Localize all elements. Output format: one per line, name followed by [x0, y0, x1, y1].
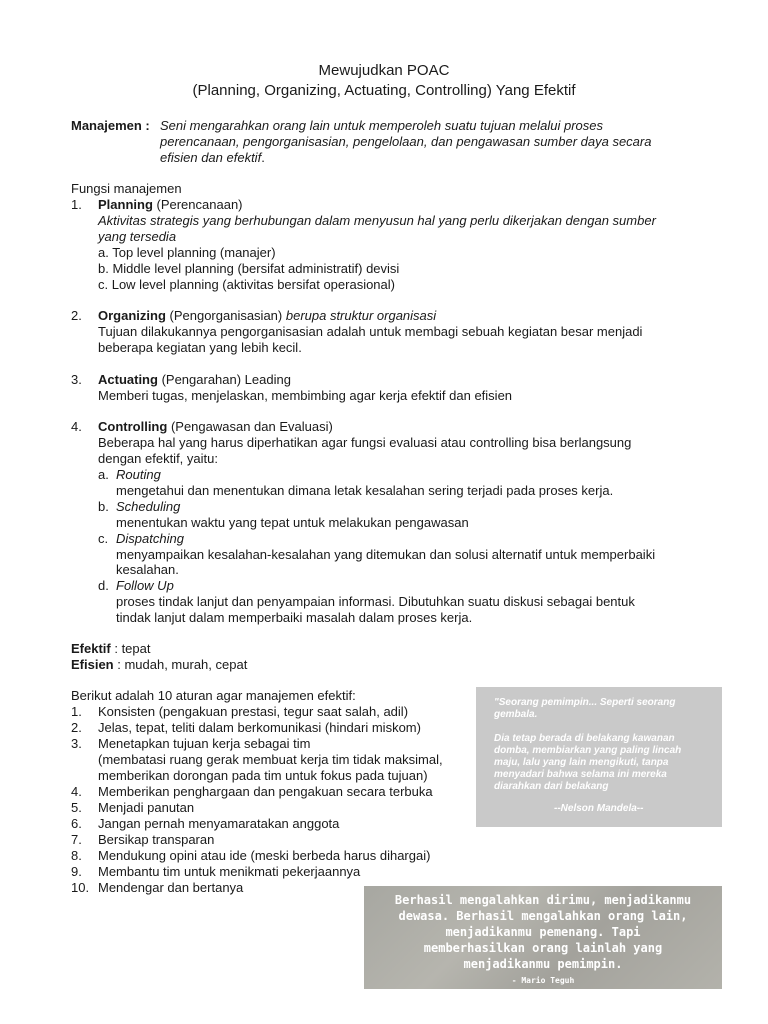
rule-text: memberikan dorongan pada tim untuk fokus pada tujuan)	[98, 768, 428, 783]
quote-line: maju, lalu yang lain mengikuti, tanpa	[494, 757, 669, 768]
controlling-item-name: Routing	[116, 467, 161, 482]
rule-number: 8.	[71, 848, 82, 863]
planning-level: b. Middle level planning (bersifat administratif) devisi	[98, 261, 400, 276]
organizing-desc: Tujuan dilakukannya pengorganisasian adalah untuk membagi sebuah kegiatan besar menjadi	[98, 324, 643, 339]
controlling-item-text: mengetahui dan menentukan dimana letak kesalahan sering terjadi pada proses kerja.	[116, 483, 614, 498]
quote-line: Dia tetap berada di belakang kawanan	[494, 733, 675, 744]
rule-text: Mendukung opini atau ide (meski berbeda harus dihargai)	[98, 848, 431, 863]
quote-line: Berhasil mengalahkan dirimu, menjadikanmu	[394, 893, 692, 907]
controlling-item-name: Scheduling	[116, 499, 181, 514]
rule-number: 7.	[71, 832, 82, 847]
functions-heading: Fungsi manajemen	[71, 181, 182, 196]
mandela-quote-box	[476, 687, 722, 827]
rule-text: Jelas, tepat, teliti dalam berkomunikasi (hindari miskom)	[98, 720, 421, 735]
rule-text: Konsisten (pengakuan prestasi, tegur saat salah, adil)	[98, 704, 409, 719]
planning-level: a. Top level planning (manajer)	[98, 245, 276, 260]
quote-line: memberhasilkan orang lainlah yang	[423, 941, 663, 955]
efisien-definition: Efisien : mudah, murah, cepat	[71, 657, 248, 672]
item-number: 3.	[71, 372, 82, 387]
item-number: 2.	[71, 308, 82, 323]
controlling-item-letter: a.	[98, 467, 109, 482]
rule-text: (membatasi ruang gerak membuat kerja tim tidak maksimal,	[98, 752, 443, 767]
planning-level: c. Low level planning (aktivitas bersifat operasional)	[98, 277, 395, 292]
organizing-heading: Organizing (Pengorganisasian) berupa struktur organisasi	[98, 308, 437, 323]
item-number: 4.	[71, 419, 82, 434]
planning-desc: yang tersedia	[98, 229, 177, 244]
controlling-item-text: tindak lanjut dalam memperbaiki masalah dalam proses kerja.	[116, 610, 473, 625]
quote-line: menyadari bahwa selama ini mereka	[494, 769, 667, 780]
actuating-heading: Actuating (Pengarahan) Leading	[98, 372, 291, 387]
controlling-desc: Beberapa hal yang harus diperhatikan agar fungsi evaluasi atau controlling bisa berlangsung	[98, 435, 632, 450]
rule-number: 10.	[71, 880, 90, 895]
planning-heading: Planning (Perencanaan)	[98, 197, 243, 212]
rule-number: 9.	[71, 864, 82, 879]
controlling-heading: Controlling (Pengawasan dan Evaluasi)	[98, 419, 333, 434]
rule-text: Memberikan penghargaan dan pengakuan secara terbuka	[98, 784, 433, 799]
rule-text: Menjadi panutan	[98, 800, 195, 815]
organizing-desc: beberapa kegiatan yang lebih kecil.	[98, 340, 302, 355]
mario-teguh-quote-image	[364, 886, 722, 989]
rule-text: Bersikap transparan	[98, 832, 215, 847]
actuating-desc: Memberi tugas, menjelaskan, membimbing agar kerja efektif dan efisien	[98, 388, 513, 403]
definition-line: Seni mengarahkan orang lain untuk memperoleh suatu tujuan melalui proses	[160, 118, 603, 133]
rule-number: 1.	[71, 704, 82, 719]
quote-line: domba, membiarkan yang paling lincah	[494, 745, 682, 756]
controlling-item-text: proses tindak lanjut dan penyampaian informasi. Dibutuhkan suatu diskusi sebagai bentuk	[116, 594, 635, 609]
quote-author: --Nelson Mandela--	[554, 803, 644, 814]
quote-line: menjadikanmu pemimpin.	[463, 957, 623, 971]
rule-text: Membantu tim untuk menikmati pekerjaannya	[98, 864, 361, 879]
quote-line: dewasa. Berhasil mengalahkan orang lain,	[398, 909, 688, 923]
planning-desc: Aktivitas strategis yang berhubungan dalam menyusun hal yang perlu dikerjakan dengan sumber	[98, 213, 656, 228]
controlling-item-letter: c.	[98, 531, 109, 546]
rule-number: 6.	[71, 816, 82, 831]
definition-term: Manajemen :	[71, 118, 150, 133]
definition-line: efisien dan efektif.	[160, 150, 265, 165]
document-title: Mewujudkan POAC	[318, 62, 450, 79]
controlling-item-text: menentukan waktu yang tepat untuk melakukan pengawasan	[116, 515, 469, 530]
controlling-desc: dengan efektif, yaitu:	[98, 451, 218, 466]
rule-text: Mendengar dan bertanya	[98, 880, 244, 895]
controlling-item-letter: d.	[98, 578, 109, 593]
definition-line: perencanaan, pengorganisasian, pengelolaan, dan pengawasan sumber daya secara	[160, 134, 652, 149]
rule-text: Jangan pernah menyamaratakan anggota	[98, 816, 340, 831]
quote-line: "Seorang pemimpin... Seperti seorang	[494, 697, 676, 708]
quote-author: - Mario Teguh	[511, 976, 575, 985]
quote-line: menjadikanmu pemenang. Tapi	[445, 925, 641, 939]
efektif-definition: Efektif : tepat	[71, 641, 151, 656]
rule-number: 5.	[71, 800, 82, 815]
controlling-item-name: Follow Up	[116, 578, 174, 593]
rule-text: Menetapkan tujuan kerja sebagai tim	[98, 736, 311, 751]
controlling-item-text: kesalahan.	[116, 562, 179, 577]
document-subtitle: (Planning, Organizing, Actuating, Controlling) Yang Efektif	[192, 82, 576, 99]
item-number: 1.	[71, 197, 82, 212]
rule-number: 4.	[71, 784, 82, 799]
quote-line: diarahkan dari belakang	[494, 781, 609, 792]
controlling-item-letter: b.	[98, 499, 109, 514]
rule-number: 3.	[71, 736, 82, 751]
controlling-item-text: menyampaikan kesalahan-kesalahan yang ditemukan dan solusi alternatif untuk memperbaiki	[116, 547, 656, 562]
rule-number: 2.	[71, 720, 82, 735]
rules-heading: Berikut adalah 10 aturan agar manajemen efektif:	[71, 688, 356, 703]
quote-line: gembala.	[494, 709, 538, 720]
controlling-item-name: Dispatching	[116, 531, 184, 546]
